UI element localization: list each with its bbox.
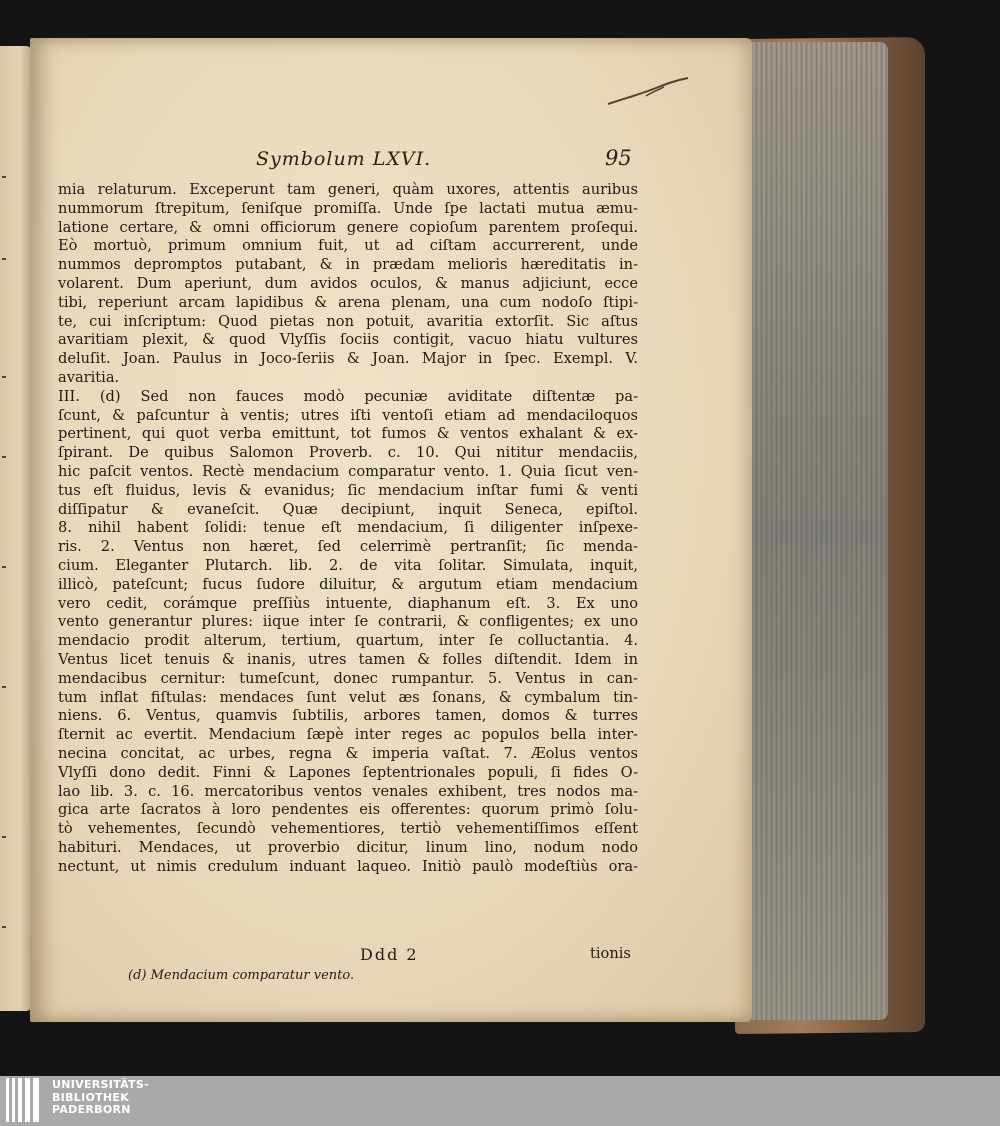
margin-mark: [2, 836, 6, 838]
text-line: cium. Eleganter Plutarch. lib. 2. de vita ſolitar. Simulata, inquit,: [58, 556, 638, 574]
text-line: Ventus licet tenuis & inanis, utres tamen & folles diſtendit. Idem in: [58, 650, 638, 668]
text-line: latione certare, & omni officiorum genere copioſum parentem proſequi.: [58, 218, 638, 236]
text-line: ſternit ac evertit. Mendacium ſæpè inter reges ac populos bella inter-: [58, 726, 638, 744]
text-line: vento generantur plures: iique inter ſe contrarii, & confligentes; ex uno: [58, 613, 638, 631]
margin-mark: [2, 176, 6, 178]
text-line: tibi, reperiunt arcam lapidibus & arena plenam, una cum nodoſo ſtipi-: [58, 293, 638, 311]
text-line: deluſit. Joan. Paulus in Joco-ſeriis & Joan. Major in ſpec. Exempl. V.: [58, 350, 638, 368]
text-line: pertinent, qui quot verba emittunt, tot fumos & ventos exhalant & ex-: [58, 425, 638, 443]
text-line: lao lib. 3. c. 16. mercatoribus ventos venales exhibent, tres nodos ma-: [58, 782, 638, 800]
text-line: habituri. Mendaces, ut proverbio dicitur, linum lino, nodum nodo: [58, 838, 638, 856]
text-line: niens. 6. Ventus, quamvis ſubtilis, arbores tamen, domos & turres: [58, 707, 638, 725]
footnote: (d) Mendacium comparatur vento.: [128, 968, 355, 983]
text-line: te, cui inſcriptum: Quod pietas non potuit, avaritia extorſit. Sic aſtus: [58, 312, 638, 330]
library-name-line: PADERBORN: [52, 1103, 131, 1116]
text-line: hic paſcit ventos. Rectè mendacium comparatur vento. 1. Quia ſicut ven-: [58, 462, 638, 480]
text-line: tus eſt fluidus, levis & evanidus; ſic mendacium inſtar fumi & venti: [58, 481, 638, 499]
margin-mark: [2, 926, 6, 928]
facing-page-edge: [0, 46, 32, 1011]
text-line: avaritiam plexit, & quod Vlyſſis ſociis contigit, vacuo hiatu vultures: [58, 331, 638, 349]
text-line: mendacio prodit alterum, tertium, quartum, inter ſe colluctantia. 4.: [58, 632, 638, 650]
text-line: tò vehementes, ſecundò vehementiores, tertiò vehementiſſimos eſſent: [58, 820, 638, 838]
text-line: Vlyſſi dono dedit. Finni & Lapones ſeptentrionales populi, ſi fides O-: [58, 763, 638, 781]
text-line: gica arte ſacratos à loro pendentes eis offerentes: quorum primò ſolu-: [58, 801, 638, 819]
catchword: tionis: [590, 945, 631, 962]
library-name-line: BIBLIOTHEK: [52, 1090, 130, 1104]
page-number: 95: [605, 146, 632, 170]
signature-mark: Ddd 2: [360, 945, 419, 964]
margin-mark: [2, 376, 6, 378]
margin-mark: [2, 566, 6, 568]
margin-mark: [2, 258, 6, 260]
text-line: illicò, pateſcunt; fucus ſudore diluitur, & argutum etiam mendacium: [58, 575, 638, 593]
library-name-line: UNIVERSITÄTS-: [52, 1078, 149, 1091]
text-line: tum inflat fiſtulas: mendaces ſunt velut æs ſonans, & cymbalum tin-: [58, 688, 638, 706]
text-line: Eò mortuò, primum omnium fuit, ut ad ciſtam accurrerent, unde: [58, 237, 638, 255]
library-name: [52, 1079, 149, 1117]
text-line: ſcunt, & paſcuntur à ventis; utres iſti ventoſi etiam ad mendaciloquos: [58, 406, 638, 424]
text-line: vero cedit, corámque preſſiùs intuente, diaphanum eſt. 3. Ex uno: [58, 594, 638, 612]
text-line: mia relaturum. Exceperunt tam generi, quàm uxores, attentis auribus: [58, 181, 638, 198]
text-line: nummorum ſtrepitum, ſeniſque promiſſa. Unde ſpe lactati mutua æmu-: [58, 199, 638, 217]
text-line: necina concitat, ac urbes, regna & imperia vaſtat. 7. Æolus ventos: [58, 744, 638, 762]
text-line: avaritia.: [58, 368, 120, 386]
ink-mark-icon: [606, 74, 696, 108]
page-body-text: [58, 181, 638, 876]
text-line: III. (d) Sed non fauces modò pecuniæ aviditate diſtentæ pa-: [58, 387, 638, 405]
book-page: [30, 38, 752, 1022]
text-line: ſpirant. De quibus Salomon Proverb. c. 10. Qui nititur mendaciis,: [58, 444, 638, 462]
margin-mark: [2, 456, 6, 458]
margin-mark: [2, 686, 6, 688]
university-logo-icon: [6, 1078, 46, 1122]
text-line: diſſipatur & evaneſcit. Quæ decipiunt, inquit Seneca, epiſtol.: [58, 500, 638, 518]
text-line: nectunt, ut nimis credulum induant laqueo. Initiò paulò modeſtiùs ora-: [58, 857, 638, 875]
library-footer-bar: [0, 1076, 1000, 1126]
text-line: volarent. Dum aperiunt, dum avidos oculos, & manus adjiciunt, ecce: [58, 274, 638, 292]
text-line: nummos depromptos putabant, & in prædam melioris hæreditatis in-: [58, 256, 638, 274]
text-line: 8. nihil habent ſolidi: tenue eſt mendacium, ſi diligenter inſpexe-: [58, 519, 638, 537]
running-title: Symbolum LXVI.: [256, 148, 432, 170]
page-block-edge: [738, 42, 888, 1020]
text-line: mendacibus cernitur: tumeſcunt, donec rumpantur. 5. Ventus in can-: [58, 669, 638, 687]
text-line: ris. 2. Ventus non hæret, ſed celerrimè pertranſit; ſic menda-: [58, 538, 638, 556]
